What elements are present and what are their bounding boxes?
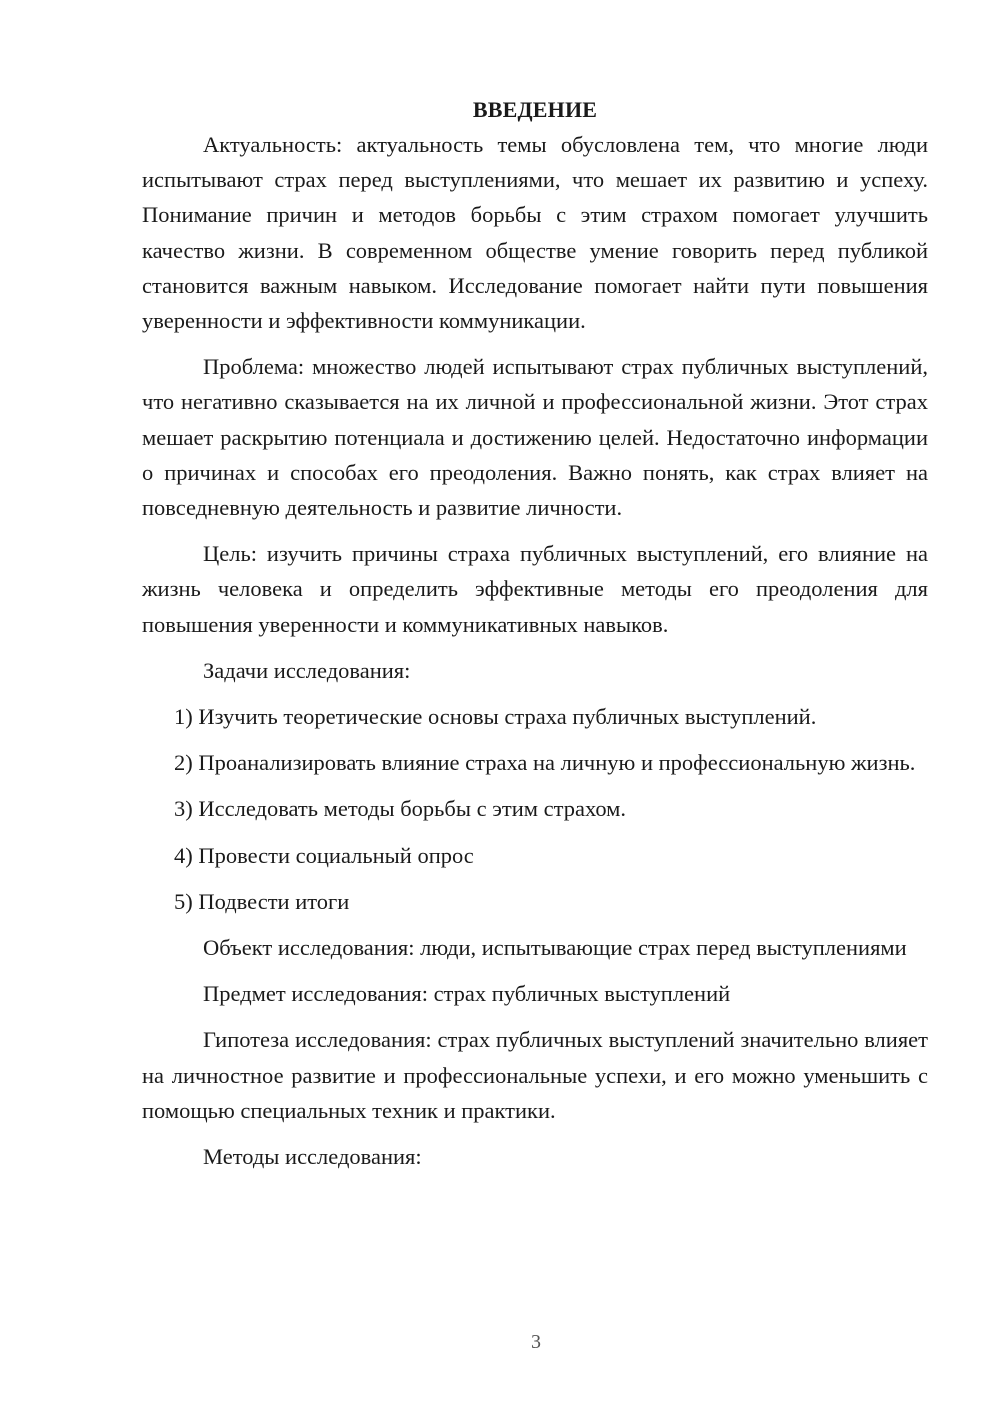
paragraph-problem: Проблема: множество людей испытывают страх публичных выступлений, что негативно сказывается на их личной и профессиональной жизни. Этот страх мешает раскрытию потенциала и достижению целей. Недостаточно информации о причинах и способах его преодоления. Важно понять, как страх влияет на повседневную деятельность и развитие личности. (142, 354, 928, 521)
paragraph-methods: Методы исследования: (203, 1144, 422, 1170)
task-item-2: 2) Проанализировать влияние страха на личную и профессиональную жизнь. (174, 750, 916, 776)
task-item-1: 1) Изучить теоретические основы страха публичных выступлений. (174, 704, 817, 730)
paragraph-tasks-heading: Задачи исследования: (203, 657, 411, 683)
paragraph-goal: Цель: изучить причины страха публичных выступлений, его влияние на жизнь человека и определить эффективные методы его преодоления для повышения уверенности и коммуникативных навыков. (142, 541, 928, 637)
page-number: 3 (531, 1331, 541, 1353)
task-item-4: 4) Провести социальный опрос (174, 842, 474, 868)
task-item-5: 5) Подвести итоги (174, 888, 350, 914)
page-title: ВВЕДЕНИЕ (472, 97, 598, 122)
task-item-3: 3) Исследовать методы борьбы с этим страхом. (174, 796, 627, 822)
paragraph-hypothesis: Гипотеза исследования: страх публичных выступлений значительно влияет на личностное развитие и профессиональные успехи, и его можно уменьшить с помощью специальных техник и практики. (142, 1027, 928, 1123)
paragraph-relevance: Актуальность: актуальность темы обусловлена тем, что многие люди испытывают страх перед выступлениями, что мешает их развитию и успеху. Понимание причин и методов борьбы с этим страхом помогает улучшить качество жизни. В современном обществе умение говорить перед публикой становится важным навыком. Исследование помогает найти пути повышения уверенности и эффективности коммуникации. (142, 132, 928, 334)
paragraph-subject: Предмет исследования: страх публичных выступлений (203, 981, 731, 1007)
document-page (142, 92, 928, 1185)
paragraph-object: Объект исследования: люди, испытывающие страх перед выступлениями (203, 935, 907, 961)
